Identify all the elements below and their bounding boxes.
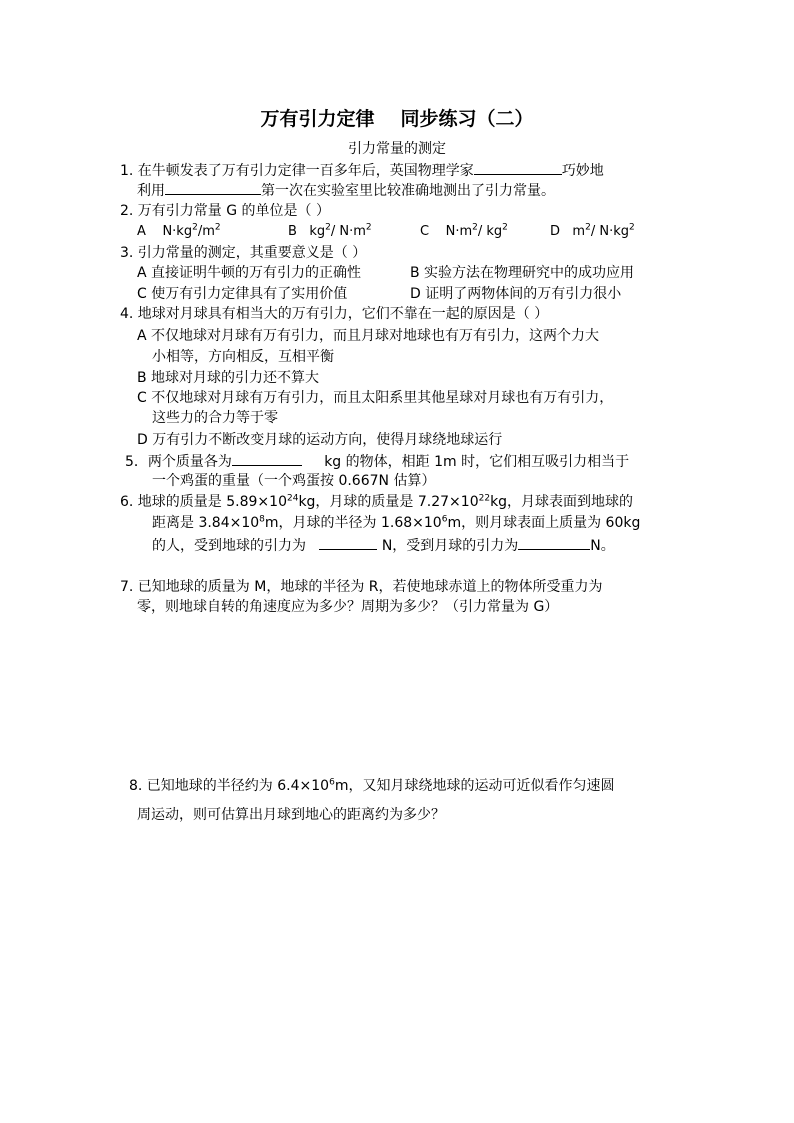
q4-option-d[interactable]: D 万有引力不断改变月球的运动方向，使得月球绕地球运行 xyxy=(137,432,503,448)
q2-d-label: D xyxy=(550,224,561,239)
q2-d-mid: / N·kg xyxy=(590,224,629,239)
q6-blank-2[interactable] xyxy=(518,535,590,550)
q6-l2-exp1: 8 xyxy=(259,514,265,525)
q2-option-d[interactable] xyxy=(550,222,635,242)
q3-stem: 3. 引力常量的测定，其重要意义是（ ） xyxy=(120,245,367,261)
q6-l3-a: 的人，受到地球的引力为 xyxy=(152,538,306,554)
q8-line2: 周运动，则可估算出月球到地心的距离约为多少？ xyxy=(137,807,445,823)
q2-c-mid: / kg xyxy=(477,224,503,239)
q4-option-a-line1[interactable]: A 不仅地球对月球有万有引力，而且月球对地球也有万有引力，这两个力大 xyxy=(137,328,600,344)
q4-stem: 4. 地球对月球具有相当大的万有引力，它们不靠在一起的原因是（ ） xyxy=(120,306,549,322)
title-main: 万有引力定律 xyxy=(260,108,375,130)
q1-line1 xyxy=(120,160,604,181)
q6-l1-a: 6. 地球的质量是 5.89×10 xyxy=(120,494,287,510)
q4-option-b[interactable]: B 地球对月球的引力还不算大 xyxy=(137,370,320,386)
q6-blank-1[interactable] xyxy=(319,535,377,550)
q1-blank-1[interactable] xyxy=(474,160,562,175)
q8-l1-exp: 6 xyxy=(329,777,335,788)
q6-l1-c: kg，月球表面到地球的 xyxy=(490,494,634,510)
q2-d-unit: m xyxy=(572,224,586,239)
q5-line2: 一个鸡蛋的重量（一个鸡蛋按 0.667N 估算） xyxy=(152,473,436,489)
q1-text-b: 巧妙地 xyxy=(561,163,604,179)
q3-option-a[interactable]: A 直接证明牛顿的万有引力的正确性 xyxy=(137,265,362,281)
q1-blank-2[interactable] xyxy=(165,180,261,195)
section-subtitle: 引力常量的测定 xyxy=(348,141,446,157)
q1-text-c: 利用 xyxy=(137,183,165,199)
q2-b-label: B xyxy=(288,224,297,239)
q2-c-exp1: 2 xyxy=(472,222,478,233)
q2-c-unit: N·m xyxy=(445,224,473,239)
q1-text-a: 1. 在牛顿发表了万有引力定律一百多年后，英国物理学家 xyxy=(120,163,474,179)
q6-l3-b: N，受到月球的引力为 xyxy=(381,538,519,554)
q6-l1-b: kg，月球的质量是 7.27×10 xyxy=(298,494,479,510)
q2-option-a[interactable] xyxy=(137,222,221,242)
q2-b-exp2: 2 xyxy=(365,222,372,233)
q2-a-mid: /m xyxy=(197,224,215,239)
q2-b-unit: kg xyxy=(309,224,326,239)
q5-line1 xyxy=(125,451,629,472)
q2-a-label: A xyxy=(137,224,146,239)
q6-l1-exp1: 24 xyxy=(286,493,299,504)
q6-line3 xyxy=(152,535,615,556)
q5-text-b: kg 的物体，相距 1m 时，它们相互吸引力相当于 xyxy=(324,454,630,470)
q6-l2-b: m，月球的半径为 1.68×10 xyxy=(264,515,442,531)
q6-l2-c: m，则月球表面上质量为 60kg xyxy=(447,515,641,531)
q6-l2-a: 距离是 3.84×10 xyxy=(152,515,260,531)
q2-d-exp2: 2 xyxy=(628,222,635,233)
q6-l3-c: N。 xyxy=(590,538,615,554)
q2-d-exp1: 2 xyxy=(585,222,591,233)
q4-option-a-line2: 小相等，方向相反，互相平衡 xyxy=(152,349,334,365)
q2-option-b[interactable] xyxy=(288,222,372,242)
q3-option-d[interactable]: D 证明了两物体间的万有引力很小 xyxy=(410,286,622,302)
q6-line1 xyxy=(120,492,633,512)
q6-l1-exp2: 22 xyxy=(478,493,491,504)
q1-line2 xyxy=(137,180,555,201)
q6-l2-exp2: 6 xyxy=(441,514,448,525)
q8-l1-a: 8. 已知地球的半径约为 6.4×10 xyxy=(129,778,330,794)
q8-l1-b: m，又知月球绕地球的运动可近似看作匀速圆 xyxy=(334,778,615,794)
q2-option-c[interactable] xyxy=(420,222,508,242)
q4-option-c-line1[interactable]: C 不仅地球对月球有万有引力，而且太阳系里其他星球对月球也有万有引力， xyxy=(137,390,614,406)
q2-c-exp2: 2 xyxy=(502,222,508,233)
q4-option-c-line2: 这些力的合力等于零 xyxy=(152,410,278,426)
q7-line2: 零，则地球自转的角速度应为多少？周期为多少？（引力常量为 G） xyxy=(137,599,559,615)
q3-option-b[interactable]: B 实验方法在物理研究中的成功应用 xyxy=(410,265,635,281)
title-sub: 同步练习（二） xyxy=(400,108,534,130)
q1-text-d: 第一次在实验室里比较准确地测出了引力常量。 xyxy=(261,183,555,199)
q2-stem: 2. 万有引力常量 G 的单位是（ ） xyxy=(120,203,331,219)
q6-line2 xyxy=(152,513,640,533)
q8-line1 xyxy=(129,776,614,796)
q2-a-exp1: 2 xyxy=(192,222,198,233)
q2-b-exp1: 2 xyxy=(325,222,331,233)
q5-text-a: 5．两个质量各为 xyxy=(125,454,232,470)
page-title xyxy=(0,104,794,131)
q2-b-mid: / N·m xyxy=(330,224,366,239)
q3-option-c[interactable]: C 使万有引力定律具有了实用价值 xyxy=(137,286,348,302)
q2-a-exp2: 2 xyxy=(214,222,221,233)
q2-c-label: C xyxy=(420,224,430,239)
q7-line1: 7. 已知地球的质量为 M，地球的半径为 R，若使地球赤道上的物体所受重力为 xyxy=(120,579,603,595)
q5-blank[interactable] xyxy=(232,451,302,466)
q2-a-unit: N·kg xyxy=(162,224,193,239)
